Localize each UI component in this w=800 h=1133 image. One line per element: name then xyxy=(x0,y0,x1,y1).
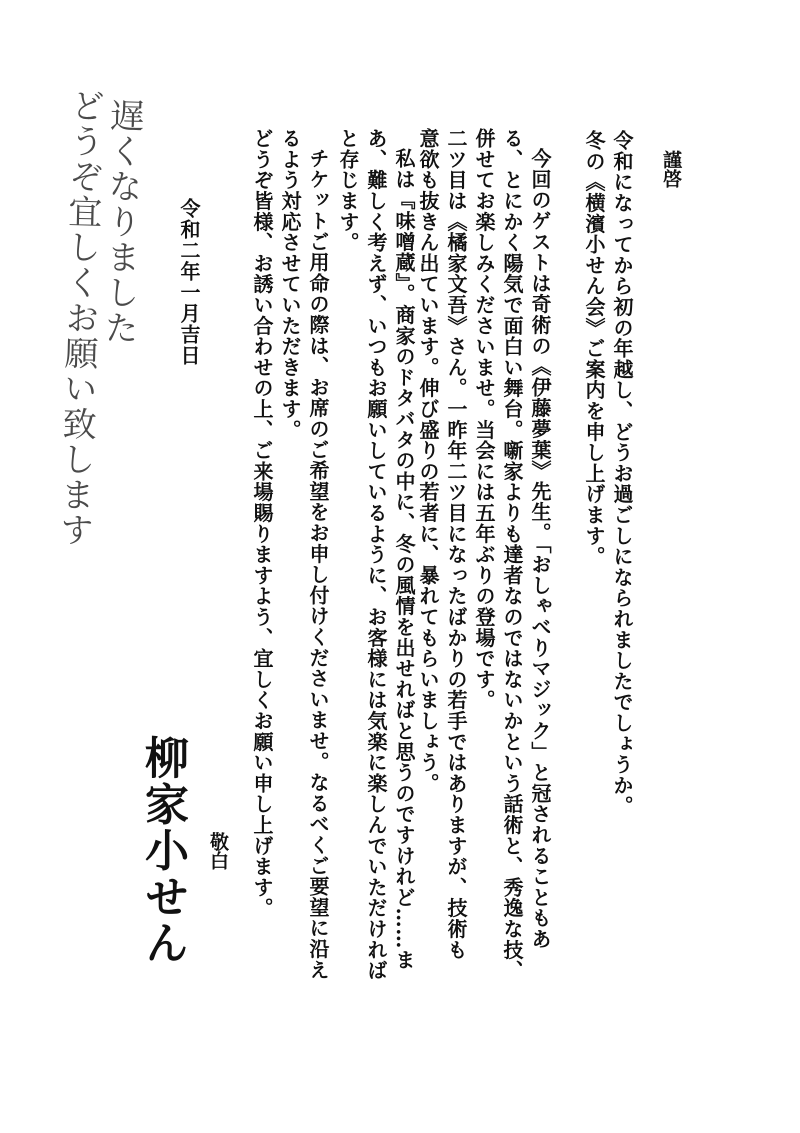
paragraph-2-line-4: 二ツ目は《橘家文吾》さん。一昨年二ツ目になったばかりの若手ではありますが、技術も xyxy=(444,128,468,960)
closing-keihaku: 敬白 xyxy=(207,832,229,870)
paragraph-3-line-1: 私は『味噌蔵』。商家のドタバタの中に、冬の風情を出せればと思うのですけれど……ま xyxy=(392,148,416,970)
paragraph-2-line-1: 今回のゲストは奇術の《伊藤夢葉》先生。「おしゃべりマジック」と冠されることもあ xyxy=(528,148,552,950)
paragraph-1-line-1: 令和になってから初の年越し、どうお過ごしになられましたでしょうか。 xyxy=(610,130,634,817)
signature: 柳家小せん xyxy=(137,735,188,966)
paragraph-2-line-3: 併せてお楽しみくださいませ。当会には五年ぶりの登場です。 xyxy=(472,128,496,711)
paragraph-4-line-1: チケットご用命の際は、お席のご希望をお申し付けくださいませ。なるべくご要望に沿え xyxy=(306,148,330,980)
paragraph-2-line-5: 意欲も抜きん出ています。伸び盛りの若者に、暴れてもらいましょう。 xyxy=(416,128,440,794)
date: 令和二年一月吉日 xyxy=(177,198,201,366)
paragraph-4-line-3: どうぞ皆様、お誘い合わせの上、ご来場賜りますよう、宜しくお願い申し上げます。 xyxy=(250,128,274,919)
paragraph-3-line-2: あ、難しく考えず、いつもお願いしているように、お客様には気楽に楽しんでいただければ xyxy=(364,128,388,981)
paragraph-4-line-2: るよう対応させていただきます。 xyxy=(278,128,302,440)
paragraph-1-line-2: 冬の《横濱小せん会》ご案内を申し上げます。 xyxy=(582,130,606,567)
paragraph-3-line-3: と存じます。 xyxy=(336,128,360,253)
handwritten-note-line-1: 遅くなりました xyxy=(97,97,145,347)
paragraph-2-line-2: る、とにかく陽気で面白い舞台。噺家よりも達者なのではないかという話術と、秀逸な技、 xyxy=(500,128,524,981)
handwritten-note-line-2: どうぞ宜しくお願い致します xyxy=(52,87,106,549)
greeting: 謹啓 xyxy=(660,150,682,188)
